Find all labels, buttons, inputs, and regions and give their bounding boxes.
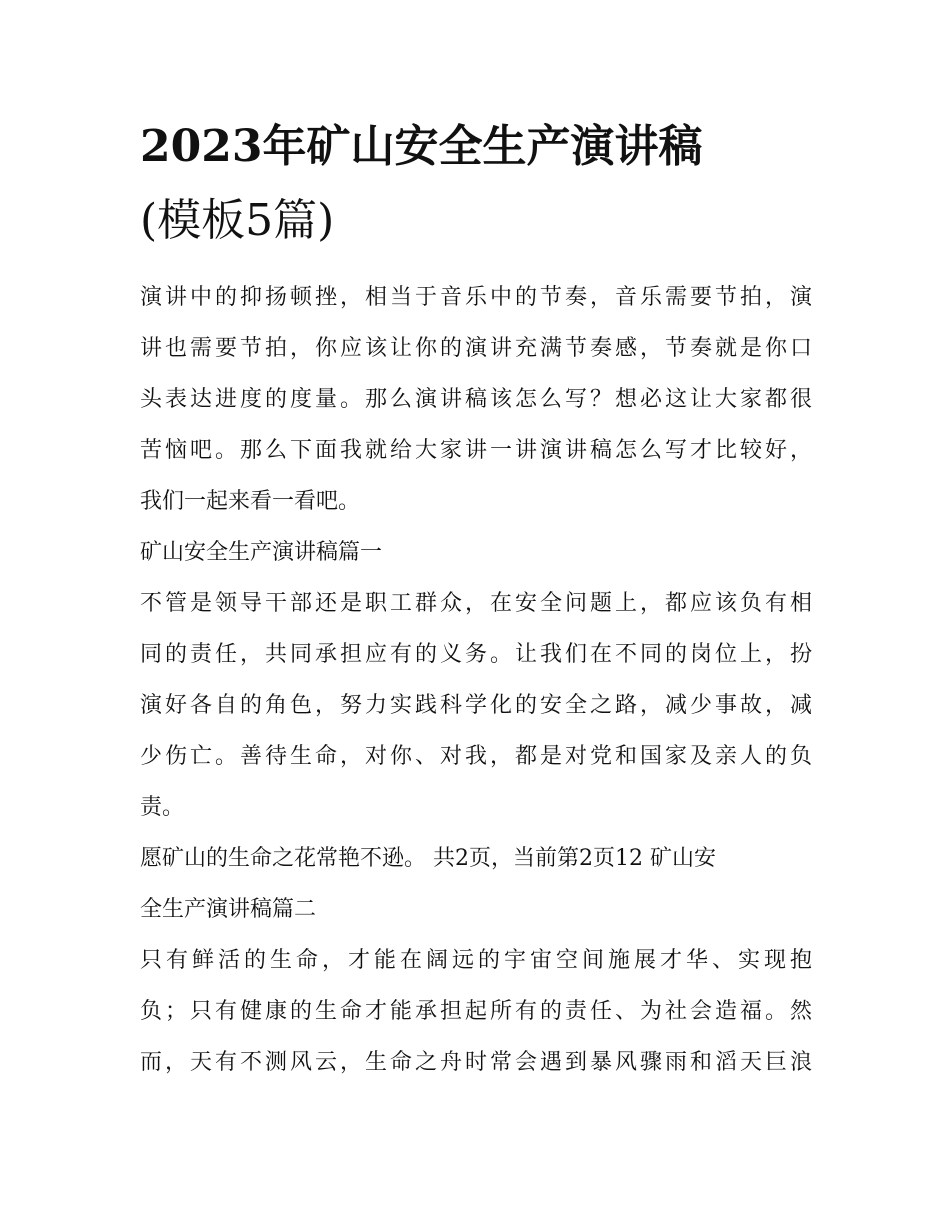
body-line: 只有鲜活的生命，才能在阔远的宇宙空间施展才华、实现抱	[140, 948, 812, 973]
body-line: 而，天有不测风云，生命之舟时常会遇到暴风骤雨和滔天巨浪	[140, 1050, 812, 1075]
title-line-1	[140, 110, 812, 184]
body-line: 矿山安全生产演讲稿篇一	[140, 540, 383, 565]
body-line: 愿矿山的生命之花常艳不逊。 共2页，当前第2页12 矿山安	[140, 846, 716, 871]
body-line: 讲也需要节拍，你应该让你的演讲充满节奏感，节奏就是你口	[140, 336, 812, 361]
document-title	[140, 110, 812, 258]
body-line: 演好各自的角色，努力实践科学化的安全之路，减少事故，减	[140, 693, 812, 718]
body-line: 负；只有健康的生命才能承担起所有的责任、为社会造福。然	[140, 999, 812, 1024]
body-line: 责。	[140, 795, 185, 820]
body-line: 头表达进度的度量。那么演讲稿该怎么写？想必这让大家都很	[140, 387, 812, 412]
body-line: 我们一起来看一看吧。	[140, 489, 361, 514]
body-line: 不管是领导干部还是职工群众，在安全问题上，都应该负有相	[140, 591, 812, 616]
body-line: 演讲中的抑扬顿挫，相当于音乐中的节奏，音乐需要节拍，演	[140, 285, 812, 310]
document-page	[140, 110, 812, 1088]
body-line: 少伤亡。善待生命，对你、对我，都是对党和国家及亲人的负	[140, 744, 812, 769]
title-line-2-text: (模板5篇)	[140, 195, 335, 246]
body-line: 同的责任，共同承担应有的义务。让我们在不同的岗位上，扮	[140, 642, 812, 667]
document-body	[140, 272, 812, 1088]
title-line-2	[140, 184, 812, 258]
body-line: 全生产演讲稿篇二	[140, 897, 317, 922]
title-line-1-text: 2023年矿山安全生产演讲稿	[140, 121, 703, 172]
body-line: 苦恼吧。那么下面我就给大家讲一讲演讲稿怎么写才比较好，	[140, 438, 812, 463]
